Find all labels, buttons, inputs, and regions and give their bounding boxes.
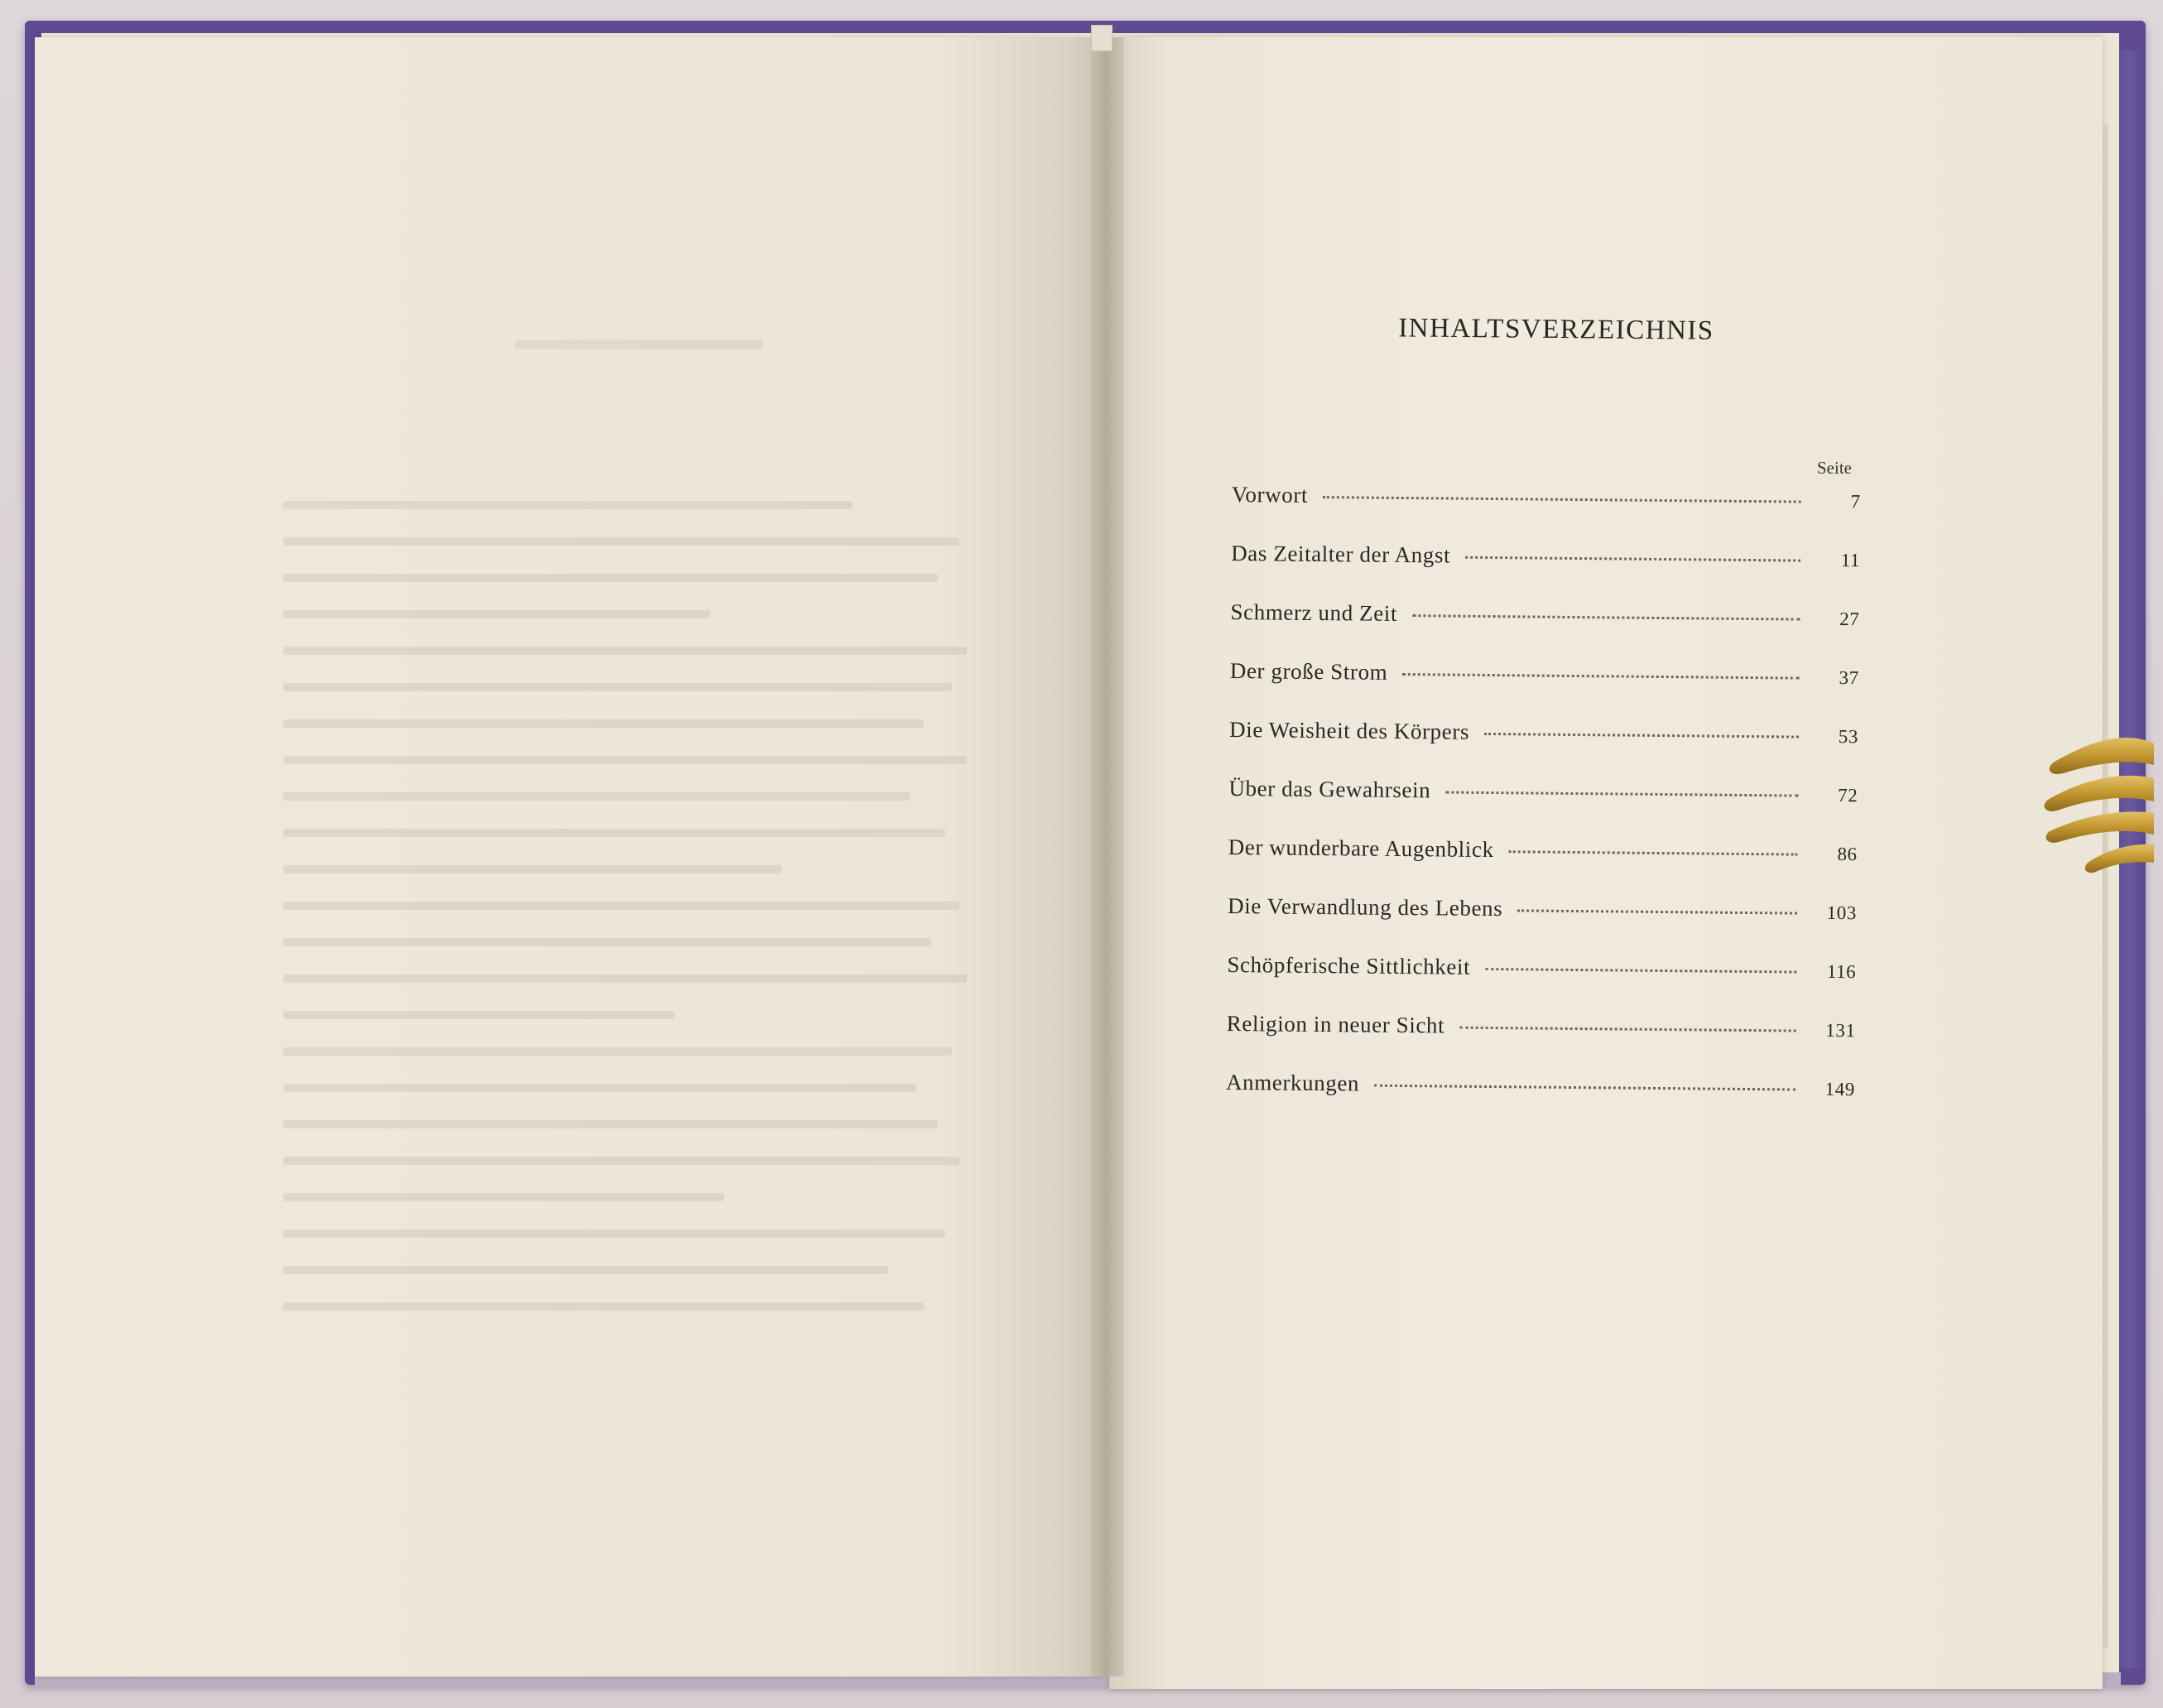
show-through-heading <box>515 339 763 349</box>
toc-entry-title: Anmerkungen <box>1225 1069 1360 1096</box>
gold-page-clip <box>2038 729 2154 886</box>
toc-entry <box>1228 776 1858 840</box>
toc-entry-title: Die Verwandlung des Lebens <box>1227 892 1503 921</box>
toc-leader-dots <box>1485 968 1796 974</box>
toc-leader-dots <box>1323 496 1801 503</box>
toc-entry <box>1230 599 1860 664</box>
toc-entry <box>1229 717 1859 782</box>
toc-entry-page: 86 <box>1837 844 1858 865</box>
toc-entry-title: Das Zeitalter der Angst <box>1231 540 1451 568</box>
toc-entry-page: 149 <box>1824 1078 1856 1100</box>
toc-leader-dots <box>1412 614 1800 620</box>
show-through-text <box>283 501 995 1370</box>
left-page <box>35 37 1103 1677</box>
toc-entry-page: 37 <box>1839 667 1859 689</box>
toc-entry-title: Der wunderbare Augenblick <box>1228 834 1494 863</box>
toc-entry-page: 72 <box>1838 785 1858 806</box>
toc-entry <box>1228 893 1858 958</box>
toc-leader-dots <box>1445 791 1798 796</box>
toc-entry-page: 27 <box>1839 609 1860 630</box>
toc-entry-title: Vorwort <box>1231 482 1309 508</box>
toc-entry-page: 53 <box>1838 726 1859 748</box>
toc-leader-dots <box>1484 733 1799 739</box>
toc-entry <box>1229 658 1859 723</box>
toc-entry-title: Über das Gewahrsein <box>1228 775 1431 803</box>
toc-entry-page: 11 <box>1840 550 1861 571</box>
toc-leader-dots <box>1517 909 1797 914</box>
toc-leader-dots <box>1374 1085 1795 1091</box>
toc-entry <box>1231 482 1861 546</box>
toc-entry-title: Schmerz und Zeit <box>1230 599 1398 626</box>
toc-entry-page: 131 <box>1825 1019 1856 1042</box>
toc-leader-dots <box>1402 673 1800 680</box>
toc-page-column-label: Seite <box>1817 458 1852 478</box>
headband <box>1091 25 1113 51</box>
toc-list <box>1226 482 1861 1134</box>
toc-entry-title: Die Weisheit des Körpers <box>1228 716 1470 744</box>
toc-entry-page: 103 <box>1826 902 1858 924</box>
toc-entry-page: 116 <box>1826 960 1857 983</box>
toc-entry-title: Schöpferische Sittlichkeit <box>1227 951 1471 979</box>
toc-entry-page: 7 <box>1850 491 1861 512</box>
toc-entry <box>1226 1011 1856 1075</box>
toc-leader-dots <box>1465 556 1800 562</box>
toc-entry-title: Der große Strom <box>1229 657 1388 685</box>
toc-title: INHALTSVERZEICHNIS <box>1398 313 1714 346</box>
toc-leader-dots <box>1509 850 1798 855</box>
toc-leader-dots <box>1459 1027 1795 1032</box>
toc-entry <box>1227 952 1857 1017</box>
toc-entry <box>1231 541 1861 605</box>
toc-entry-title: Religion in neuer Sicht <box>1226 1010 1445 1038</box>
book-gutter <box>1091 37 1124 1677</box>
toc-entry <box>1228 835 1858 899</box>
toc-entry <box>1226 1070 1856 1134</box>
